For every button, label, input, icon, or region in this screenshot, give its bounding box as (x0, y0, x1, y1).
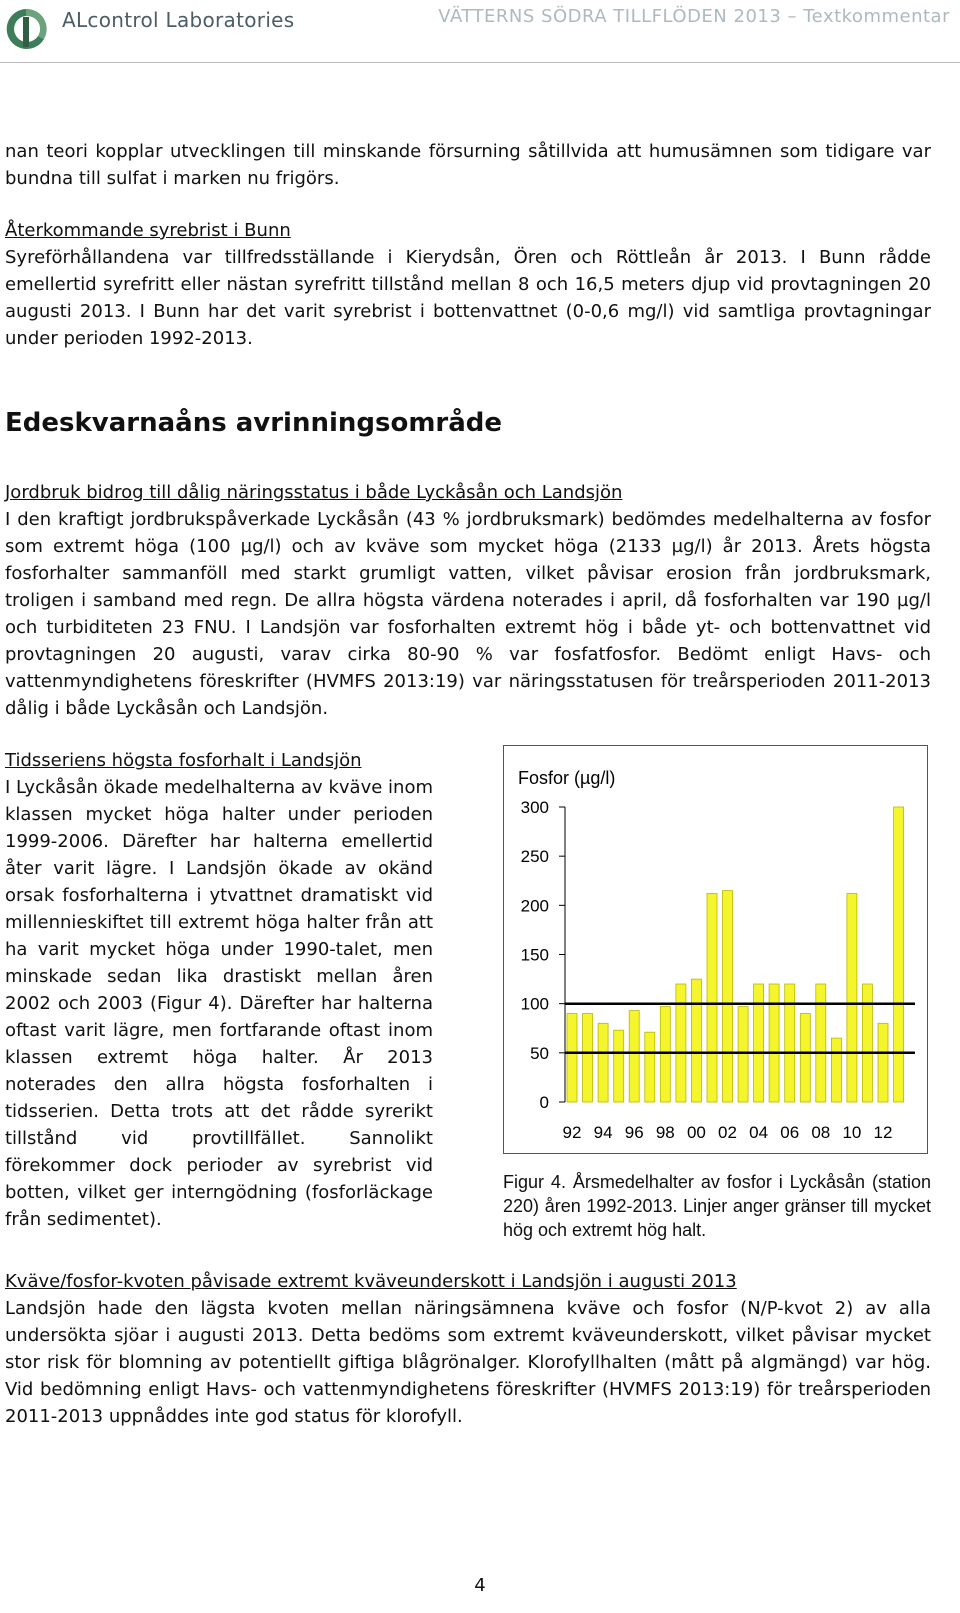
bar-2007 (800, 1014, 810, 1103)
fosfor-chart-svg (504, 746, 927, 1153)
y-tick-label: 200 (520, 896, 549, 916)
page-number: 4 (474, 1575, 486, 1596)
brand-name: ALcontrol Laboratories (62, 8, 295, 32)
bar-1997 (645, 1032, 655, 1102)
kvave-heading: Kväve/fosfor-kvoten påvisade extremt kväveunderskott i Landsjön i augusti 2013 (5, 1271, 737, 1292)
intro-paragraph: nan teori kopplar utvecklingen till minskande försurning såtillvida att humusämnen som tidigare var bundna till sulfat i marken nu frigörs. (5, 141, 931, 189)
bar-2002 (723, 891, 733, 1102)
x-tick-label: 96 (624, 1123, 644, 1142)
tidserie-section (5, 747, 433, 1233)
bar-1993 (583, 1014, 593, 1103)
x-tick-label: 00 (686, 1123, 706, 1142)
kvave-text: Landsjön hade den lägsta kvoten mellan näringsämnena kväve och fosfor (N/P-kvot 2) av alla undersökta sjöar i augusti 2013. Detta bedöms som extremt kväveunderskott, vilket påvisar mycket stor risk för blomning av potentiellt giftiga blågrönalger. Klorofyllhalten (mått på algmängd) var hög. Vid bedömning enligt Havs- och vattenmyndighetens föreskrifter (HVMFS 2013:19) för treårsperioden 2011-2013 uppnåddes inte god status för klorofyll. (5, 1298, 931, 1427)
bar-2004 (754, 984, 764, 1102)
bar-2011 (862, 984, 872, 1102)
section-title: Edeskvarnaåns avrinningsområde (5, 408, 503, 438)
x-tick-label: 06 (780, 1123, 800, 1142)
y-tick-label: 100 (520, 994, 549, 1014)
document-title: VÄTTERNS SÖDRA TILLFLÖDEN 2013 – Textkommentar (438, 6, 950, 27)
tidserie-heading: Tidsseriens högsta fosforhalt i Landsjön (5, 750, 362, 771)
bunn-section (5, 217, 931, 352)
y-tick-label: 250 (520, 847, 549, 867)
y-tick-label: 0 (539, 1093, 549, 1112)
x-tick-label: 04 (749, 1123, 769, 1142)
bar-2008 (816, 984, 826, 1102)
bar-1999 (676, 984, 686, 1102)
x-tick-label: 94 (593, 1123, 613, 1142)
bar-2006 (785, 984, 795, 1102)
bar-2013 (894, 807, 904, 1102)
bar-2010 (847, 894, 857, 1103)
y-tick-label: 50 (530, 1043, 549, 1063)
bar-2000 (691, 979, 701, 1102)
bunn-text: Syreförhållandena var tillfredsställande i Kierydsån, Ören och Röttleån år 2013. I Bunn rådde emellertid syrefritt eller nästan syrefritt tillstånd mellan 8 och 16,5 meters djup vid provtagningen 20 augusti 2013. I Bunn har det varit syrebrist i bottenvattnet (0-0,6 mg/l) vid samtliga provtagningar under perioden 1992-2013. (5, 247, 931, 349)
jordbruk-heading: Jordbruk bidrog till dålig näringsstatus i både Lyckåsån och Landsjön (5, 482, 623, 503)
x-tick-label: 08 (811, 1123, 831, 1142)
fosfor-chart (503, 745, 928, 1154)
chart-title: Fosfor (µg/l) (518, 768, 616, 788)
bar-2001 (707, 894, 717, 1103)
bunn-heading: Återkommande syrebrist i Bunn (5, 220, 291, 241)
alcontrol-logo-icon (4, 5, 48, 53)
page-header (0, 0, 960, 63)
bar-1994 (598, 1023, 608, 1102)
x-tick-label: 92 (562, 1123, 582, 1142)
bar-1995 (614, 1030, 624, 1102)
x-tick-label: 12 (873, 1123, 893, 1142)
jordbruk-section (5, 479, 931, 722)
tidserie-text: I Lyckåsån ökade medelhalterna av kväve inom klassen mycket höga halter under perioden 1999-2006. Därefter har halterna emellertid åter varit lägre. I Landsjön ökade av okänd orsak fosforhalterna i ytvattnet dramatiskt vid millennieskiftet till extremt höga halter från att ha varit mycket höga under 1990-talet, men minskade sedan lika drastiskt mellan åren 2002 och 2003 (Figur 4). Därefter har halterna oftast varit lägre, men fortfarande oftast inom klassen extremt höga halter. År 2013 noterades den allra högsta fosforhalten i tidsserien. Detta trots att det rådde syrerikt tillstånd vid provtillfället. Sannolikt förekommer dock perioder av syrebrist vid botten, vilket ger interngödning (fosforläckage från sedimentet). (5, 777, 433, 1230)
x-tick-label: 98 (655, 1123, 675, 1142)
bar-1992 (567, 1014, 577, 1103)
x-tick-label: 02 (718, 1123, 737, 1142)
bar-2012 (878, 1023, 888, 1102)
figure-caption: Figur 4. Årsmedelhalter av fosfor i Lyckåsån (station 220) åren 1992-2013. Linjer anger gränser till mycket hög och extremt hög halt. (503, 1172, 931, 1240)
bar-2009 (831, 1038, 841, 1102)
bar-2003 (738, 1007, 748, 1102)
bar-1996 (629, 1011, 639, 1102)
y-tick-label: 150 (520, 945, 549, 965)
kvave-section (5, 1268, 931, 1430)
jordbruk-text: I den kraftigt jordbrukspåverkade Lyckåsån (43 % jordbruksmark) bedömdes medelhalterna av fosfor som extremt höga (100 µg/l) och av kväve som mycket höga (2133 µg/l) år 2013. Årets högsta fosforhalter sammanföll med starkt grumligt vatten, vilket påvisar erosion från jordbruksmark, troligen i samband med regn. De allra högsta värdena noterades i april, då fosforhalten var 190 µg/l och turbiditeten 23 FNU. I Landsjön var fosforhalten extremt hög i både yt- och bottenvattnet vid provtagningen 20 augusti, varav cirka 80-90 % var fosfatfosfor. Bedömt enligt Havs- och vattenmyndighetens föreskrifter (HVMFS 2013:19) var näringsstatusen för treårsperioden 2011-2013 dålig i både Lyckåsån och Landsjön. (5, 509, 931, 719)
bar-2005 (769, 984, 779, 1102)
x-tick-label: 10 (842, 1123, 862, 1142)
bar-1998 (660, 1007, 670, 1102)
y-tick-label: 300 (520, 798, 549, 817)
